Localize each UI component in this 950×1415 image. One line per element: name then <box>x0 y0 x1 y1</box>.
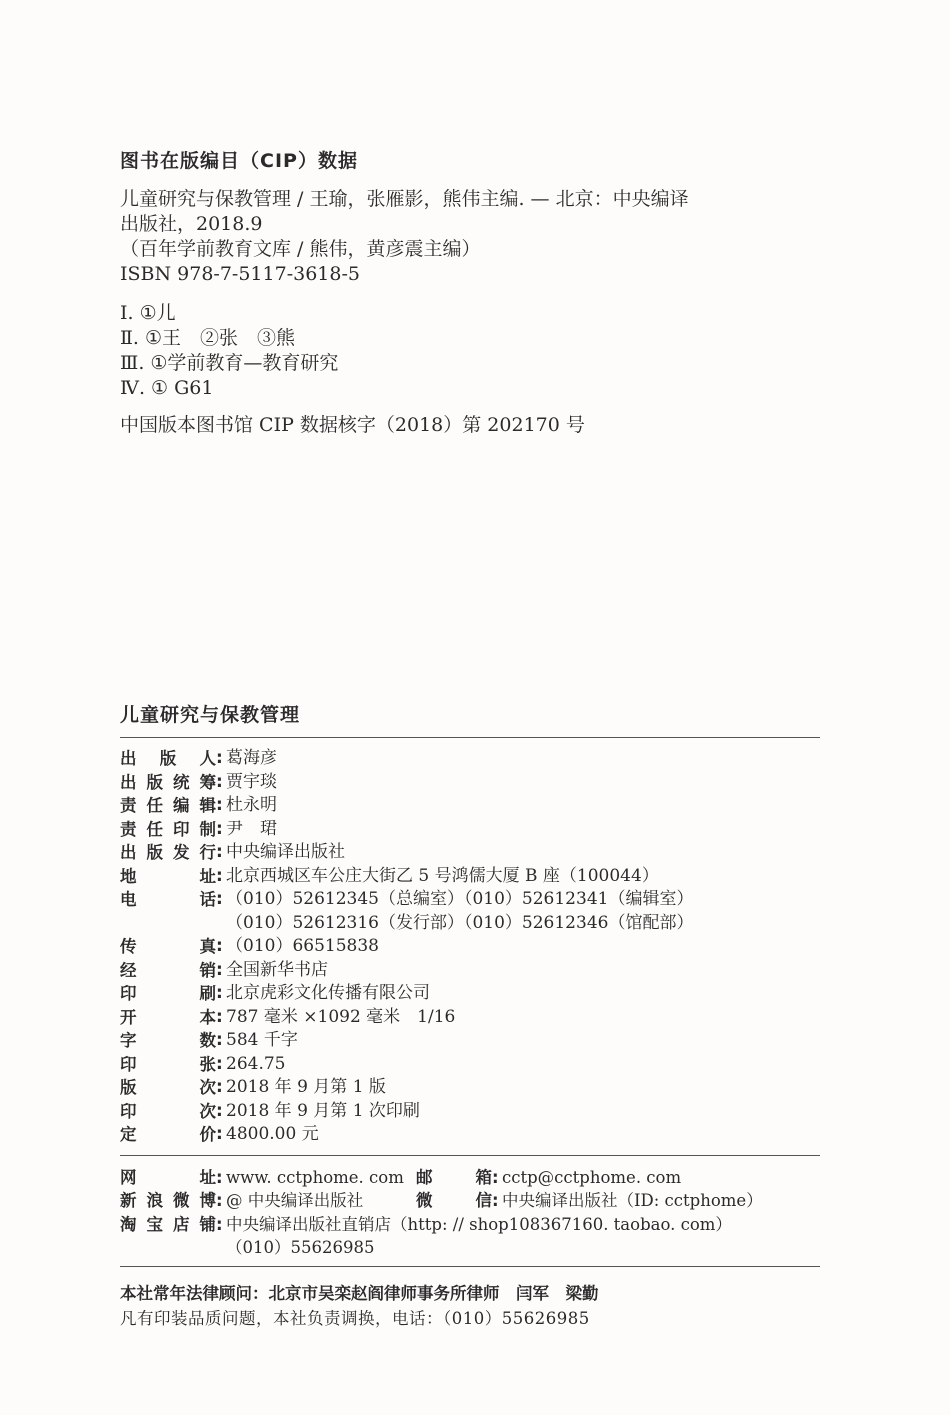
detail-value: 584 千字 <box>226 1030 298 1050</box>
taobao-phone: （010）55626985 <box>226 1238 375 1257</box>
detail-label: 出 版 发 行 <box>120 843 216 862</box>
detail-row: 出 版 发 行 : 中央编译出版社 <box>120 841 820 865</box>
weibo-value: @ 中央编译出版社 <box>226 1191 364 1210</box>
detail-value: 4800.00 元 <box>226 1124 319 1144</box>
detail-label: 传 真 <box>120 937 216 956</box>
detail-label: 责 任 编 辑 <box>120 796 216 815</box>
detail-row: 地 址 : 北京西城区车公庄大街乙 5 号鸿儒大厦 B 座（100044） <box>120 865 820 889</box>
book-info-block <box>120 700 820 1331</box>
detail-row: 责 任 印 制 : 尹 珺 <box>120 818 820 842</box>
detail-row: 电 话 : （010）52612345（总编室）（010）52612341（编辑室） <box>120 888 820 912</box>
contact-block <box>120 1156 820 1266</box>
quality-notice: 凡有印装品质问题，本社负责调换，电话：（010）55626985 <box>120 1308 590 1328</box>
detail-label: 出 版 人 <box>120 749 216 768</box>
detail-label: 印 张 <box>120 1054 216 1074</box>
detail-label: 电 话 <box>120 890 216 909</box>
detail-value: 2018 年 9 月第 1 版 <box>226 1077 386 1097</box>
contact-row-social: 新 浪 微 博 : @ 中央编译出版社 微 信 : 中央编译出版社（ID: cctphome） <box>120 1189 820 1213</box>
contact-row-web: 网 址 : www. cctphome. com 邮 箱 : cctp@cctphome. com <box>120 1166 820 1190</box>
detail-row: 版 次 : 2018 年 9 月第 1 版 <box>120 1076 820 1100</box>
detail-row: 印 刷 : 北京虎彩文化传播有限公司 <box>120 982 820 1006</box>
detail-label: 版 次 <box>120 1078 216 1097</box>
cip-title: 图书在版编目（CIP）数据 <box>120 150 358 172</box>
detail-value: 尹 珺 <box>226 818 277 839</box>
cip-isbn: ISBN 978-7-5117-3618-5 <box>120 263 360 285</box>
book-details <box>120 738 820 1147</box>
detail-row: 出 版 统 筹 : 贾宇琰 <box>120 771 820 795</box>
detail-label: 印 刷 <box>120 984 216 1003</box>
contact-row-taobao: 淘 宝 店 铺 : 中央编译出版社直销店（http: // shop108367160. taobao. com） <box>120 1213 820 1237</box>
book-title: 儿童研究与保教管理 <box>120 704 301 726</box>
detail-row: 字 数 : 584 千字 <box>120 1029 820 1053</box>
wechat-value: 中央编译出版社（ID: cctphome） <box>502 1191 763 1210</box>
detail-label: 开 本 <box>120 1007 216 1027</box>
cip-entry-line-1: 儿童研究与保教管理 / 王瑜，张雁影，熊伟主编. — 北京：中央编译 <box>120 188 689 210</box>
detail-value: 中央编译出版社 <box>226 842 345 862</box>
email-label: 邮 箱 <box>416 1167 492 1187</box>
detail-value: 264.75 <box>226 1053 286 1074</box>
weibo-label: 新 浪 微 博 <box>120 1191 216 1210</box>
detail-value: 贾宇琰 <box>226 771 277 792</box>
detail-label: 经 销 <box>120 960 216 980</box>
cip-series: （百年学前教育文库 / 熊伟，黄彦震主编） <box>120 238 481 260</box>
detail-row: 出 版 人 : 葛海彦 <box>120 747 820 771</box>
cip-classification-4: Ⅳ. ① G61 <box>120 377 214 399</box>
detail-value: 杜永明 <box>226 795 277 815</box>
detail-value: 北京西城区车公庄大街乙 5 号鸿儒大厦 B 座（100044） <box>226 865 659 886</box>
detail-row: 责 任 编 辑 : 杜永明 <box>120 794 820 818</box>
detail-continuation: （010）52612316（发行部）（010）52612346（馆配部） <box>226 912 694 933</box>
detail-value: （010）52612345（总编室）（010）52612341（编辑室） <box>226 889 694 909</box>
detail-row: 经 销 : 全国新华书店 <box>120 959 820 983</box>
detail-row: 开 本 : 787 毫米 ×1092 毫米 1/16 <box>120 1006 820 1030</box>
detail-value: 787 毫米 ×1092 毫米 1/16 <box>226 1006 456 1027</box>
cip-block <box>120 146 820 438</box>
website-value: www. cctphome. com <box>226 1167 404 1187</box>
cip-classification-1: Ⅰ. ①儿 <box>120 302 176 324</box>
detail-label: 字 数 <box>120 1031 216 1050</box>
detail-label: 印 次 <box>120 1101 216 1121</box>
detail-label: 定 价 <box>120 1125 216 1144</box>
cip-entry-line-2: 出版社，2018.9 <box>120 213 263 235</box>
detail-value: 2018 年 9 月第 1 次印刷 <box>226 1100 420 1121</box>
cip-classification-3: Ⅲ. ①学前教育—教育研究 <box>120 352 339 374</box>
taobao-value: 中央编译出版社直销店（http: // shop108367160. taobao. com） <box>226 1214 732 1234</box>
website-label: 网 址 <box>120 1167 216 1187</box>
legal-block <box>120 1267 820 1331</box>
detail-label: 地 址 <box>120 866 216 886</box>
detail-value: 北京虎彩文化传播有限公司 <box>226 983 430 1003</box>
detail-row: 印 次 : 2018 年 9 月第 1 次印刷 <box>120 1100 820 1124</box>
taobao-label: 淘 宝 店 铺 <box>120 1214 216 1234</box>
detail-label: 责 任 印 制 <box>120 819 216 839</box>
detail-label: 出 版 统 筹 <box>120 772 216 792</box>
detail-row: 传 真 : （010）66515838 <box>120 935 820 959</box>
email-value: cctp@cctphome. com <box>502 1167 682 1187</box>
cip-verification: 中国版本图书馆 CIP 数据核字（2018）第 202170 号 <box>120 414 585 436</box>
detail-value: 葛海彦 <box>226 748 277 768</box>
detail-row: 印 张 : 264.75 <box>120 1053 820 1077</box>
detail-row: 定 价 : 4800.00 元 <box>120 1123 820 1147</box>
legal-counsel: 本社常年法律顾问：北京市吴栾赵阎律师事务所律师 闫军 梁勤 <box>120 1283 599 1303</box>
detail-value: 全国新华书店 <box>226 959 328 980</box>
detail-value: （010）66515838 <box>226 936 379 956</box>
wechat-label: 微 信 <box>416 1191 492 1210</box>
cip-classification-2: Ⅱ. ①王 ②张 ③熊 <box>120 327 296 349</box>
